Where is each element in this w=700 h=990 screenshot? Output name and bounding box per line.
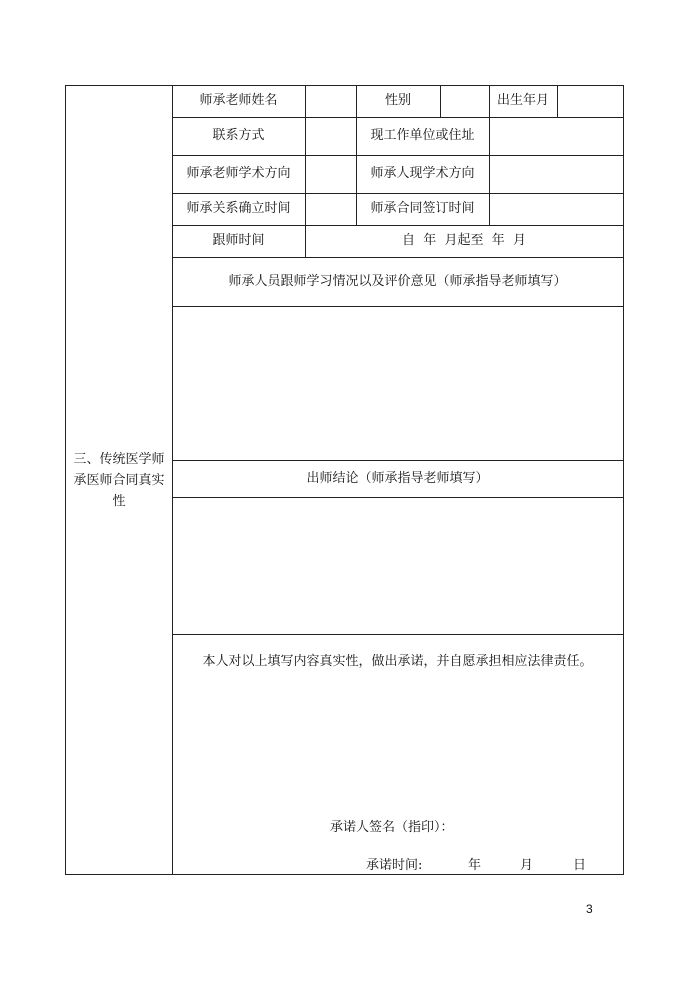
contact-field[interactable] bbox=[306, 126, 356, 146]
evaluation-heading: 师承人员跟师学习情况以及评价意见（师承指导老师填写） bbox=[228, 274, 567, 289]
pledge-day: 日 bbox=[573, 858, 587, 873]
relation-date-field[interactable] bbox=[306, 199, 356, 219]
work-unit-label: 现工作单位或住址 bbox=[370, 128, 475, 143]
row-line bbox=[172, 155, 623, 156]
teacher-direction-field[interactable] bbox=[306, 164, 356, 184]
pledge-year: 年 bbox=[468, 858, 482, 873]
row-line bbox=[172, 257, 623, 258]
pledge-month: 月 bbox=[520, 858, 534, 873]
student-direction-field[interactable] bbox=[490, 164, 622, 184]
signature-label: 承诺人签名（指印）： bbox=[330, 820, 454, 835]
contact-label: 联系方式 bbox=[212, 128, 265, 143]
row-line bbox=[172, 460, 623, 461]
pledge-time-label: 承诺时间: bbox=[366, 858, 423, 873]
follow-time-label: 跟师时间 bbox=[212, 233, 265, 248]
section-label bbox=[66, 86, 172, 874]
teacher-name-label: 师承老师姓名 bbox=[199, 93, 278, 108]
row-line bbox=[172, 225, 623, 226]
pledge-statement: 本人对以上填写内容真实性，做出承诺，并自愿承担相应法律责任。 bbox=[202, 654, 593, 669]
teacher-name-field[interactable] bbox=[306, 91, 356, 111]
gender-field[interactable] bbox=[441, 91, 489, 111]
birth-field[interactable] bbox=[558, 91, 622, 111]
graduation-heading: 出师结论（师承指导老师填写） bbox=[306, 471, 489, 486]
teacher-direction-label: 师承老师学术方向 bbox=[186, 166, 291, 181]
relation-date-label: 师承关系确立时间 bbox=[186, 201, 291, 216]
section-label-text: 三、传统医学师承医师合同真实性 bbox=[73, 451, 165, 509]
evaluation-area[interactable] bbox=[173, 307, 622, 459]
student-direction-label: 师承人现学术方向 bbox=[370, 166, 475, 181]
row-line bbox=[172, 193, 623, 194]
follow-time-value[interactable]: 自 年 月起至 年 月 bbox=[401, 233, 527, 248]
row-line bbox=[172, 634, 623, 635]
graduation-area[interactable] bbox=[173, 498, 622, 633]
contract-date-label: 师承合同签订时间 bbox=[370, 201, 475, 216]
page-number: 3 bbox=[586, 902, 593, 916]
contract-date-field[interactable] bbox=[490, 199, 622, 219]
row-line bbox=[172, 117, 623, 118]
birth-label: 出生年月 bbox=[496, 93, 549, 108]
work-unit-field[interactable] bbox=[490, 126, 622, 146]
gender-label: 性别 bbox=[384, 93, 411, 108]
